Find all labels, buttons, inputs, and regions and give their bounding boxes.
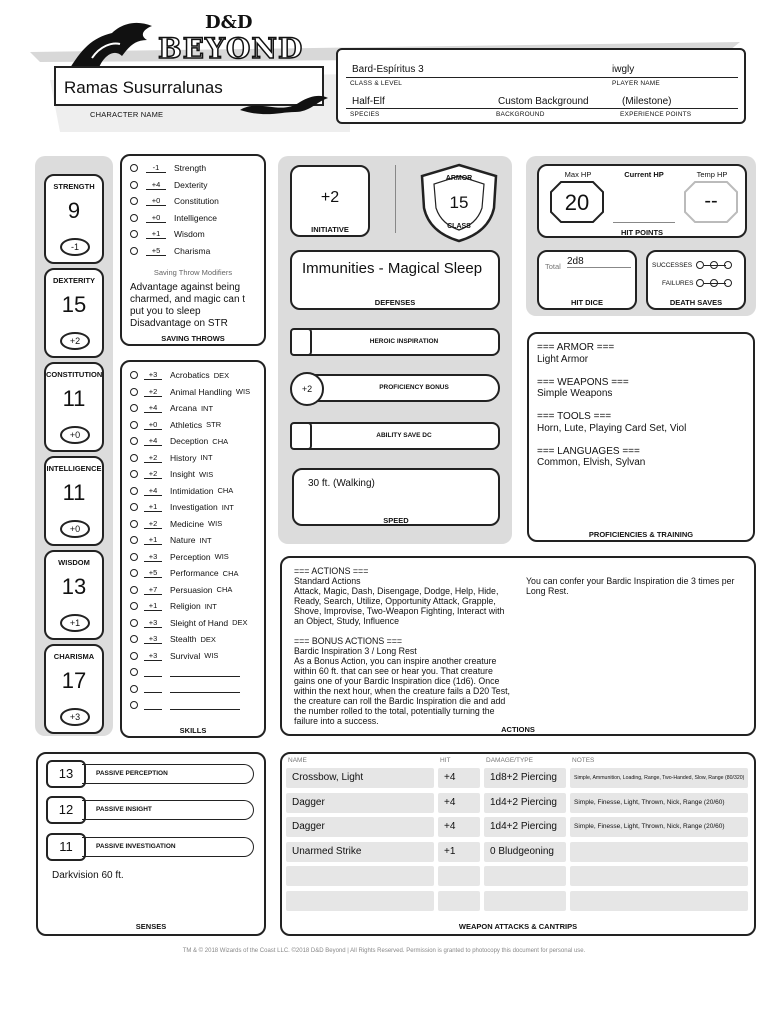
weapons-headers bbox=[286, 757, 746, 767]
saving-throw-mod: +4 bbox=[146, 180, 166, 190]
defenses-label: DEFENSES bbox=[374, 298, 416, 307]
proficiency-circle[interactable] bbox=[130, 602, 138, 610]
failure-checkboxes bbox=[696, 278, 740, 288]
weapon-name: Dagger bbox=[286, 817, 434, 837]
proficiency-circle[interactable] bbox=[130, 454, 138, 462]
dragon-tail-icon bbox=[240, 88, 330, 118]
passive-value: 13 bbox=[46, 760, 86, 788]
armor-class-value[interactable]: 15 bbox=[449, 193, 469, 212]
hit-dice-box bbox=[537, 250, 637, 310]
saving-throw-row[interactable] bbox=[130, 161, 206, 175]
passive-insight bbox=[46, 796, 254, 824]
skill-name: Nature bbox=[170, 535, 196, 545]
experience-label: EXPERIENCE POINTS bbox=[620, 111, 692, 118]
weapon-hit: +4 bbox=[438, 768, 480, 788]
skill-mod: +4 bbox=[144, 436, 162, 446]
weapon-row[interactable] bbox=[286, 768, 748, 788]
passive-label: PASSIVE INSIGHT bbox=[82, 800, 254, 820]
blank-skill-row[interactable] bbox=[130, 682, 240, 696]
player-name-value[interactable]: iwgly bbox=[612, 64, 635, 75]
speed-label: SPEED bbox=[383, 516, 409, 525]
header-hit: HIT bbox=[440, 757, 451, 764]
proficiencies-text[interactable]: === ARMOR === Light Armor === WEAPONS === Simple Weapons === TOOLS === Horn, Lute, Playing Card Set, Viol === LANGUAGES === Common, Elvish, Sylvan bbox=[537, 342, 687, 468]
passive-value: 11 bbox=[46, 833, 86, 861]
proficiency-circle[interactable] bbox=[130, 635, 138, 643]
skill-ability: CHA bbox=[222, 568, 239, 578]
failures-label: FAILURES bbox=[662, 280, 694, 287]
weapon-row[interactable] bbox=[286, 817, 748, 837]
proficiency-circle[interactable] bbox=[130, 470, 138, 478]
skill-row[interactable] bbox=[130, 599, 217, 613]
skill-row[interactable] bbox=[130, 385, 250, 399]
ability-save-dc-box[interactable] bbox=[290, 422, 312, 450]
skill-name: Sleight of Hand bbox=[170, 617, 229, 628]
ability-name: CONSTITUTION bbox=[46, 370, 103, 379]
ability-name: WISDOM bbox=[58, 558, 90, 567]
blank-skill-mod[interactable] bbox=[144, 668, 162, 677]
ability-name: STRENGTH bbox=[53, 182, 95, 191]
skill-ability: WIS bbox=[235, 387, 251, 396]
ability-score: 13 bbox=[61, 574, 87, 599]
max-hp-value[interactable]: 20 bbox=[564, 190, 590, 215]
ability-name: DEXTERITY bbox=[52, 276, 96, 285]
hit-dice-total-label: Total bbox=[545, 262, 561, 271]
current-hp-label: Current HP bbox=[624, 170, 664, 179]
skill-name: Insight bbox=[170, 469, 196, 479]
skill-row[interactable] bbox=[130, 451, 213, 465]
skill-mod: +1 bbox=[144, 601, 162, 611]
proficiency-circle[interactable] bbox=[130, 569, 138, 577]
saving-throw-mod: +0 bbox=[146, 196, 166, 206]
temp-hp-value[interactable]: -- bbox=[704, 190, 718, 212]
skill-mod: +4 bbox=[144, 486, 162, 496]
blank-skill-row[interactable] bbox=[130, 665, 240, 679]
skill-ability: INT bbox=[204, 601, 217, 611]
character-name-label: CHARACTER NAME bbox=[90, 110, 164, 119]
skill-row[interactable] bbox=[130, 484, 233, 498]
skill-row[interactable] bbox=[130, 550, 229, 564]
weapon-damage: 0 Bludgeoning bbox=[484, 842, 566, 862]
skill-mod: +2 bbox=[144, 453, 162, 463]
species-value[interactable]: Half-Elf bbox=[352, 96, 385, 107]
ability-charisma[interactable] bbox=[44, 644, 104, 734]
weapons-title: WEAPON ATTACKS & CANTRIPS bbox=[458, 922, 578, 931]
proficiency-circle[interactable] bbox=[130, 536, 138, 544]
actions-right-text[interactable]: You can confer your Bardic Inspiration die 3 times per Long Rest. bbox=[526, 576, 735, 596]
saving-throw-mod: +5 bbox=[146, 246, 166, 256]
weapon-damage bbox=[484, 891, 566, 911]
class-level-value[interactable]: Bard-Espíritus 3 bbox=[352, 64, 424, 75]
ability-score: 11 bbox=[62, 386, 86, 411]
info-line-2 bbox=[346, 108, 738, 109]
blank-skill-name[interactable] bbox=[170, 684, 240, 693]
skill-row[interactable] bbox=[130, 517, 222, 531]
skill-row[interactable] bbox=[130, 616, 248, 630]
blank-skill-name[interactable] bbox=[170, 701, 240, 710]
ability-constitution[interactable] bbox=[44, 362, 104, 452]
weapon-name bbox=[286, 891, 434, 911]
failure-connector bbox=[704, 283, 726, 284]
skill-ability: WIS bbox=[208, 519, 223, 528]
initiative-box bbox=[290, 165, 370, 237]
proficiency-circle[interactable] bbox=[130, 371, 138, 379]
death-save-success[interactable] bbox=[696, 261, 704, 269]
actions-title: ACTIONS bbox=[501, 725, 535, 734]
passive-perception bbox=[46, 760, 254, 788]
proficiency-circle[interactable] bbox=[130, 197, 138, 205]
skill-ability: DEX bbox=[213, 370, 230, 380]
passive-label: PASSIVE INVESTIGATION bbox=[82, 837, 254, 857]
max-hp-label: Max HP bbox=[564, 170, 592, 179]
proficiency-circle[interactable] bbox=[130, 553, 138, 561]
saving-throw-row[interactable] bbox=[130, 244, 210, 258]
brand-dnd: D&D bbox=[205, 12, 253, 33]
successes-label: SUCCESSES bbox=[652, 262, 693, 269]
skill-name: Intimidation bbox=[170, 485, 214, 496]
saving-throw-row[interactable] bbox=[130, 178, 208, 192]
weapon-hit bbox=[438, 866, 480, 886]
blank-skill-name[interactable] bbox=[170, 668, 240, 677]
saving-throw-name: Intelligence bbox=[174, 212, 218, 223]
weapon-hit: +1 bbox=[438, 842, 480, 862]
weapon-row[interactable] bbox=[286, 793, 748, 813]
skill-ability: INT bbox=[200, 453, 213, 462]
experience-value[interactable]: (Milestone) bbox=[622, 96, 672, 107]
saving-throw-name: Constitution bbox=[174, 196, 219, 206]
skill-ability: DEX bbox=[200, 634, 216, 644]
header-notes: NOTES bbox=[572, 757, 595, 764]
skill-name: Deception bbox=[170, 436, 209, 446]
weapon-row[interactable] bbox=[286, 891, 748, 911]
saving-throw-modifiers-label: Saving Throw Modifiers bbox=[153, 268, 233, 277]
senses-notes[interactable]: Darkvision 60 ft. bbox=[52, 870, 124, 881]
brand-beyond: BEYOND bbox=[158, 32, 304, 65]
ability-intelligence[interactable] bbox=[44, 456, 104, 546]
hit-dice-total-value[interactable]: 2d8 bbox=[567, 256, 631, 268]
skill-ability: WIS bbox=[199, 469, 214, 479]
actions-box bbox=[280, 556, 756, 736]
ability-save-dc-bar bbox=[292, 422, 500, 450]
weapon-damage: 1d4+2 Piercing bbox=[484, 793, 566, 813]
weapon-notes: Simple, Ammunition, Loading, Range, Two-Handed, Slow, Range (80/320) bbox=[570, 768, 748, 788]
skill-mod: +7 bbox=[144, 585, 162, 595]
skill-row[interactable] bbox=[130, 632, 216, 646]
skill-name: Arcana bbox=[170, 403, 197, 413]
weapon-notes: Simple, Finesse, Light, Thrown, Nick, Range (20/60) bbox=[570, 793, 748, 813]
weapon-notes: Simple, Finesse, Light, Thrown, Nick, Range (20/60) bbox=[570, 817, 748, 837]
skill-mod: +2 bbox=[144, 469, 162, 479]
ability-score: 11 bbox=[62, 480, 86, 505]
hit-points-title: HIT POINTS bbox=[620, 228, 664, 237]
speed-value[interactable]: 30 ft. (Walking) bbox=[308, 478, 375, 489]
character-name[interactable]: Ramas Susurralunas bbox=[64, 78, 223, 97]
ability-modifier: -1 bbox=[60, 238, 90, 256]
skill-ability: INT bbox=[199, 535, 212, 545]
weapon-row[interactable] bbox=[286, 842, 748, 862]
skills-title: SKILLS bbox=[179, 726, 207, 735]
proficiency-circle[interactable] bbox=[130, 652, 138, 660]
ability-score: 17 bbox=[61, 668, 87, 693]
proficiency-circle[interactable] bbox=[130, 164, 138, 172]
skill-mod: +3 bbox=[144, 651, 162, 661]
skill-mod: +5 bbox=[144, 568, 162, 578]
class-level-label: CLASS & LEVEL bbox=[350, 80, 403, 87]
skill-row[interactable] bbox=[130, 649, 218, 663]
skill-mod: +2 bbox=[144, 519, 162, 529]
weapon-notes bbox=[570, 866, 748, 886]
proficiency-bonus-bar bbox=[292, 374, 500, 402]
ability-modifier: +1 bbox=[60, 614, 90, 632]
skill-name: Medicine bbox=[170, 518, 205, 529]
ability-wisdom[interactable] bbox=[44, 550, 104, 640]
skill-mod: +2 bbox=[144, 387, 162, 397]
skill-mod: +3 bbox=[144, 552, 162, 562]
saving-throw-row[interactable] bbox=[130, 227, 205, 241]
skill-name: Acrobatics bbox=[170, 370, 210, 380]
abilities-list bbox=[44, 174, 104, 734]
center-divider bbox=[395, 165, 396, 233]
skill-name: Performance bbox=[170, 568, 219, 578]
player-name-label: PLAYER NAME bbox=[612, 80, 660, 87]
skills-list bbox=[130, 368, 264, 708]
skill-name: Animal Handling bbox=[170, 386, 232, 397]
death-save-failure[interactable] bbox=[696, 279, 704, 287]
skill-name: Investigation bbox=[170, 502, 218, 512]
skill-ability: INT bbox=[221, 502, 234, 512]
proficiency-circle[interactable] bbox=[130, 586, 138, 594]
weapon-damage: 1d4+2 Piercing bbox=[484, 817, 566, 837]
skill-name: Perception bbox=[170, 551, 211, 562]
hit-dice-label: HIT DICE bbox=[570, 298, 604, 307]
saving-throws-title: SAVING THROWS bbox=[161, 334, 225, 343]
skill-row[interactable] bbox=[130, 500, 234, 514]
proficiencies-title: PROFICIENCIES & TRAINING bbox=[588, 530, 694, 539]
skill-mod: +1 bbox=[144, 502, 162, 512]
weapon-name: Dagger bbox=[286, 793, 434, 813]
weapon-hit: +4 bbox=[438, 793, 480, 813]
footer-copyright: TM & © 2018 Wizards of the Coast LLC. ©2018 D&D Beyond | All Rights Reserved. Permission is granted to photocopy this document for personal use. bbox=[182, 948, 586, 954]
proficiency-circle[interactable] bbox=[130, 214, 138, 222]
current-hp-field[interactable] bbox=[613, 222, 675, 223]
skill-ability: STR bbox=[206, 420, 222, 429]
weapon-notes bbox=[570, 891, 748, 911]
weapons-rows bbox=[280, 768, 756, 914]
skill-row[interactable] bbox=[130, 533, 212, 547]
skill-row[interactable] bbox=[130, 368, 229, 382]
skill-ability: DEX bbox=[232, 618, 248, 627]
weapon-name: Crossbow, Light bbox=[286, 768, 434, 788]
skill-row[interactable] bbox=[130, 583, 232, 597]
blank-skill-row[interactable] bbox=[130, 698, 240, 712]
skill-name: Athletics bbox=[170, 419, 203, 430]
skill-name: History bbox=[170, 452, 197, 463]
passive-value: 12 bbox=[46, 796, 86, 824]
death-saves-box bbox=[646, 250, 746, 310]
success-connector bbox=[704, 265, 726, 266]
actions-left-text[interactable]: === ACTIONS === Standard Actions Attack, Magic, Dash, Disengage, Dodge, Help, Hide, Ready, Search, Utilize, Opportunity Attack, Grapple, Shove, Improvise, Two-Weapon Fighting, Interact with an Object, Study, Influence === BONUS ACTIONS === Bardic Inspiration 3 / Long Rest As a Bonus Action, you can inspire another creature within 60 ft. that can see or hear you. That creature gains one of your Bardic Inspiration dice (1d6). Once within the next hour, when the creature fails a D20 Test, the creature can roll the Bardic Inspiration die and add the number rolled to the total, potentially turning the failure into a success. bbox=[294, 566, 510, 726]
ability-modifier: +0 bbox=[60, 520, 90, 538]
heroic-inspiration-bar[interactable] bbox=[292, 328, 500, 356]
saving-throw-mod: -1 bbox=[146, 163, 166, 173]
ability-name: INTELLIGENCE bbox=[46, 464, 102, 473]
proficiency-circle[interactable] bbox=[130, 421, 138, 429]
passive-label: PASSIVE PERCEPTION bbox=[82, 764, 254, 784]
saving-throw-notes[interactable]: Advantage against being charmed, and magic can t put you to sleep Disadvantage on STR bbox=[130, 282, 246, 329]
weapon-damage: 1d8+2 Piercing bbox=[484, 768, 566, 788]
skill-name: Stealth bbox=[170, 634, 197, 644]
initiative-label: INITIATIVE bbox=[311, 225, 349, 234]
proficiency-circle[interactable] bbox=[130, 668, 138, 676]
initiative-value[interactable]: +2 bbox=[320, 189, 340, 206]
weapon-hit: +4 bbox=[438, 817, 480, 837]
skill-row[interactable] bbox=[130, 434, 228, 448]
proficiency-circle[interactable] bbox=[130, 404, 138, 412]
skill-name: Religion bbox=[170, 601, 201, 611]
header bbox=[0, 0, 768, 150]
skill-ability: CHA bbox=[212, 436, 229, 446]
saving-throw-name: Charisma bbox=[174, 245, 211, 256]
ability-score: 9 bbox=[67, 198, 81, 223]
success-checkboxes bbox=[696, 260, 740, 270]
proficiency-bonus-label: PROFICIENCY BONUS bbox=[379, 384, 449, 391]
saving-throw-mod: +1 bbox=[146, 229, 166, 239]
weapon-hit bbox=[438, 891, 480, 911]
saving-throw-name: Wisdom bbox=[174, 229, 205, 239]
saving-throw-mod: +0 bbox=[146, 213, 166, 223]
hit-points-box bbox=[537, 164, 747, 238]
weapon-row[interactable] bbox=[286, 866, 748, 886]
skill-row[interactable] bbox=[130, 467, 213, 481]
blank-skill-mod[interactable] bbox=[144, 701, 162, 710]
ability-modifier: +3 bbox=[60, 708, 90, 726]
skill-name: Survival bbox=[170, 650, 201, 661]
heroic-inspiration-box[interactable] bbox=[290, 328, 312, 356]
skill-name: Persuasion bbox=[170, 584, 213, 595]
skill-ability: INT bbox=[200, 403, 214, 413]
background-value[interactable]: Custom Background bbox=[498, 96, 589, 107]
skill-mod: +3 bbox=[144, 618, 162, 628]
speed-box bbox=[292, 468, 500, 526]
proficiency-circle[interactable] bbox=[130, 230, 138, 238]
weapon-damage bbox=[484, 866, 566, 886]
skill-ability: CHA bbox=[217, 486, 234, 495]
skill-mod: +1 bbox=[144, 535, 162, 545]
saving-throw-row[interactable] bbox=[130, 211, 217, 225]
weapon-name bbox=[286, 866, 434, 886]
ability-name: CHARISMA bbox=[53, 652, 95, 661]
proficiency-bonus-value: +2 bbox=[290, 372, 324, 406]
skill-ability: CHA bbox=[216, 585, 233, 594]
blank-skill-mod[interactable] bbox=[144, 684, 162, 693]
temp-hp-label: Temp HP bbox=[696, 170, 728, 179]
skill-mod: +4 bbox=[144, 403, 162, 413]
skill-ability: WIS bbox=[214, 552, 229, 561]
proficiency-circle[interactable] bbox=[130, 437, 138, 445]
proficiency-circle[interactable] bbox=[130, 520, 138, 528]
senses-title: SENSES bbox=[135, 922, 167, 931]
proficiency-circle[interactable] bbox=[130, 487, 138, 495]
heroic-inspiration-label: HEROIC INSPIRATION bbox=[369, 338, 439, 345]
skill-row[interactable] bbox=[130, 566, 239, 580]
defenses-box bbox=[290, 250, 500, 310]
weapon-notes bbox=[570, 842, 748, 862]
proficiency-circle[interactable] bbox=[130, 619, 138, 627]
defenses-value[interactable]: Immunities - Magical Sleep bbox=[302, 260, 483, 277]
proficiency-circle[interactable] bbox=[130, 503, 138, 511]
ability-modifier: +0 bbox=[60, 426, 90, 444]
info-line-1 bbox=[346, 77, 738, 78]
armor-top-label: ARMOR bbox=[445, 175, 473, 182]
proficiency-circle[interactable] bbox=[130, 701, 138, 709]
header-name: NAME bbox=[288, 757, 307, 764]
armor-bottom-label: CLASS bbox=[447, 223, 471, 230]
saving-throws-list bbox=[130, 161, 260, 261]
proficiency-circle[interactable] bbox=[130, 685, 138, 693]
ability-dexterity[interactable] bbox=[44, 268, 104, 358]
proficiency-circle[interactable] bbox=[130, 388, 138, 396]
ability-save-dc-label: ABILITY SAVE DC bbox=[376, 432, 432, 439]
saving-throw-name: Strength bbox=[174, 163, 207, 173]
proficiencies-box bbox=[527, 332, 755, 542]
skill-ability: WIS bbox=[204, 651, 219, 660]
weapon-name: Unarmed Strike bbox=[286, 842, 434, 862]
passive-investigation bbox=[46, 833, 254, 861]
death-saves-label: DEATH SAVES bbox=[669, 298, 723, 307]
skill-row[interactable] bbox=[130, 401, 213, 415]
skill-mod: +3 bbox=[144, 370, 162, 380]
skill-mod: +3 bbox=[144, 634, 162, 644]
saving-throw-row[interactable] bbox=[130, 194, 219, 208]
skill-row[interactable] bbox=[130, 418, 221, 432]
background-label: BACKGROUND bbox=[496, 111, 545, 118]
skill-mod: +0 bbox=[144, 420, 162, 430]
header-damage: DAMAGE/TYPE bbox=[486, 757, 533, 764]
ability-strength[interactable] bbox=[44, 174, 104, 264]
proficiency-circle[interactable] bbox=[130, 247, 138, 255]
proficiency-circle[interactable] bbox=[130, 181, 138, 189]
saving-throw-name: Dexterity bbox=[174, 179, 208, 190]
ability-score: 15 bbox=[61, 292, 87, 317]
ability-modifier: +2 bbox=[60, 332, 90, 350]
species-label: SPECIES bbox=[350, 111, 380, 118]
